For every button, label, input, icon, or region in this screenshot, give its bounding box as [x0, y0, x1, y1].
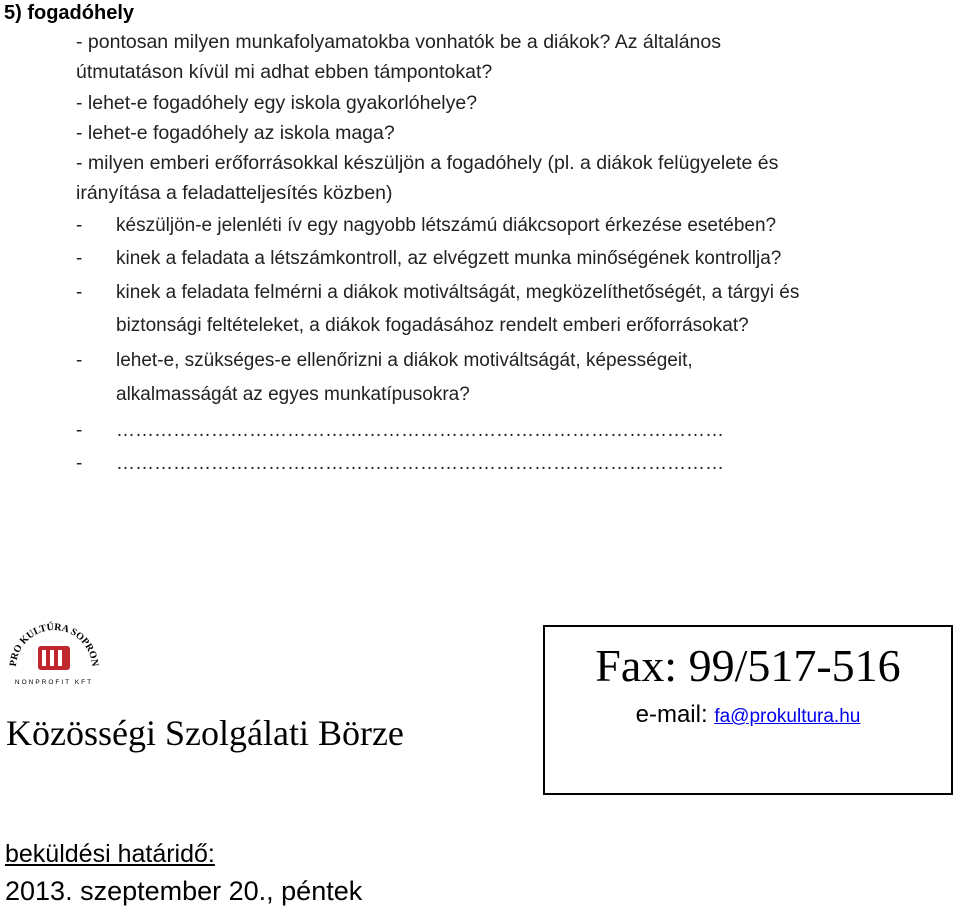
email-link[interactable]: fa@prokultura.hu	[714, 706, 861, 727]
prokultura-logo	[6, 618, 102, 688]
blank-line: ……………………………………………………………………………………	[116, 453, 724, 474]
fax-box	[543, 625, 953, 795]
question-text: kinek a feladata a létszámkontroll, az elvégzett munka minőségének kontrollja?	[116, 248, 782, 269]
intro-line: útmutatáson kívül mi adhat ebben támpontokat?	[76, 61, 493, 83]
question-text: készüljön-e jelenléti ív egy nagyobb létszámú diákcsoport érkezése esetében?	[116, 215, 777, 236]
dash-marker: -	[76, 248, 83, 269]
blank-line: ……………………………………………………………………………………	[116, 420, 724, 441]
dash-marker: -	[76, 420, 83, 441]
deadline-date: 2013. szeptember 20., péntek	[5, 876, 363, 906]
deadline-label: beküldési határidő:	[5, 840, 215, 868]
fax-number: Fax: 99/517-516	[595, 640, 901, 691]
dash-marker: -	[76, 350, 83, 371]
email-line	[545, 701, 951, 729]
question-text: lehet-e, szükséges-e ellenőrizni a diákok motiváltságát, képességeit,	[116, 350, 693, 371]
intro-line: - pontosan milyen munkafolyamatokba vonhatók be a diákok? Az általános	[76, 31, 721, 53]
logo-sub-text: NONPROFIT KFT	[14, 679, 94, 686]
intro-line: - lehet-e fogadóhely az iskola maga?	[76, 122, 395, 144]
question-text: alkalmasságát az egyes munkatípusokra?	[116, 384, 470, 405]
question-text: biztonsági feltételeket, a diákok fogadásához rendelt emberi erőforrásokat?	[116, 315, 749, 336]
email-label: e-mail:	[635, 701, 708, 728]
intro-line: - lehet-e fogadóhely egy iskola gyakorlóhelye?	[76, 92, 478, 114]
logo-arc-text: PRO KULTÚRA SOPRON	[7, 621, 101, 668]
dash-marker: -	[76, 215, 83, 236]
dash-marker: -	[76, 282, 83, 303]
intro-line: - milyen emberi erőforrásokkal készüljön a fogadóhely (pl. a diákok felügyelete és	[76, 152, 779, 174]
section-heading: 5) fogadóhely	[4, 2, 135, 24]
intro-line: irányítása a feladatteljesítés közben)	[76, 182, 393, 204]
event-title: Közösségi Szolgálati Börze	[6, 713, 404, 753]
question-text: kinek a feladata felmérni a diákok motiváltságát, megközelíthetőségét, a tárgyi és	[116, 282, 800, 303]
dash-marker: -	[76, 453, 83, 474]
